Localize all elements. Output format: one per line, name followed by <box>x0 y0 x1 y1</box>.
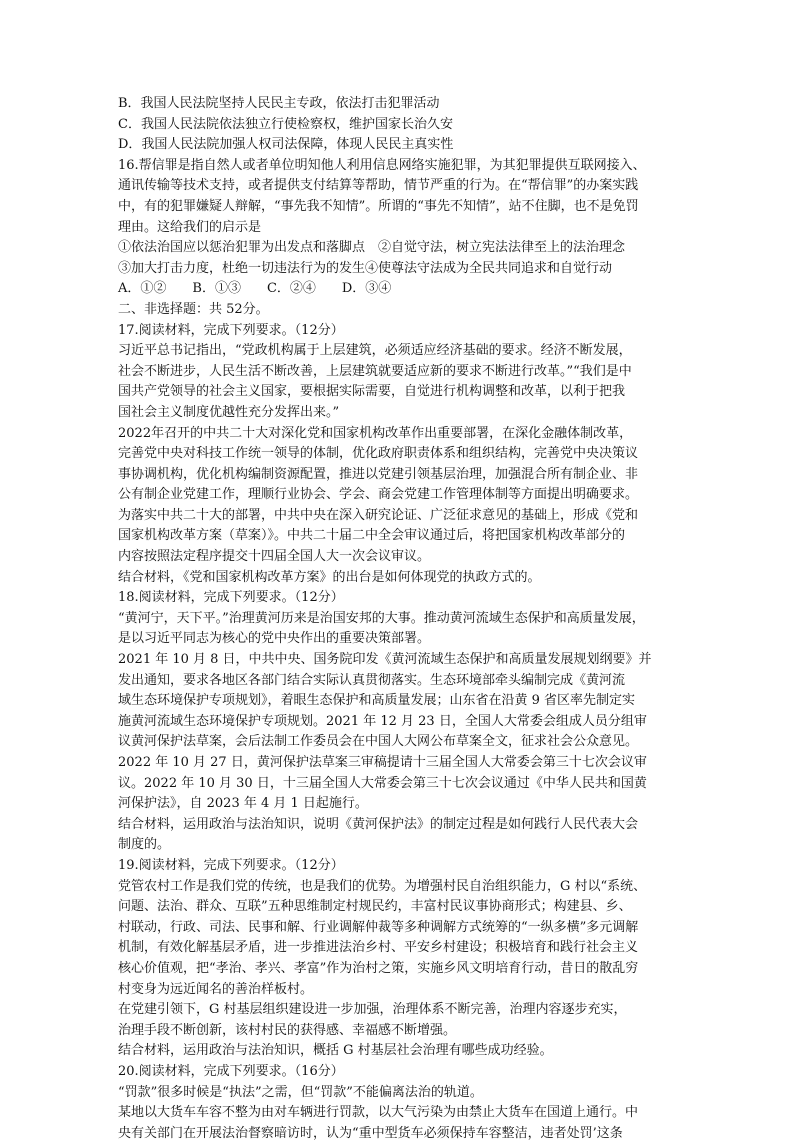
text-line: D．我国人民法院加强人权司法保障，体现人民民主真实性 <box>118 137 454 153</box>
text-line: 机制，有效化解基层矛盾，进一步推进法治乡村、平安乡村建设；积极培育和践行社会主义 <box>118 940 639 956</box>
text-line: 在党建引领下，G 村基层组织建设进一步加强，治理体系不断完善，治理内容逐步充实， <box>118 1002 627 1018</box>
text-line: 2021 年 10 月 8 日，中共中央、国务院印发《黄河流域生态保护和高质量发展规划纲要》并 <box>118 652 652 668</box>
text-line: 习近平总书记指出，“党政机构属于上层建筑，必须适应经济基础的要求。经济不断发展， <box>118 343 632 359</box>
text-line: 村变身为远近闻名的善治样板村。 <box>118 981 314 997</box>
text-line: 问题、法治、群众、互联”五种思维制定村规民约，丰富村民议事协商形式；构建县、乡、 <box>118 899 632 915</box>
text-line: 制度的。 <box>118 837 171 853</box>
text-line: 国共产党领导的社会主义国家，要根据实际需要，自觉进行机构调整和改革，以利于把我 <box>118 384 626 400</box>
text-line: 发出通知，要求各地区各部门结合实际认真贯彻落实。生态环境部牵头编制完成《黄河流 <box>118 672 626 688</box>
text-line: B．我国人民法院坚持人民民主专政，依法打击犯罪活动 <box>118 96 440 111</box>
text-line: 中，有的犯罪嫌疑人辩解，“事先我不知情”。所谓的“事先不知情”，站不住脚，也不是免罚 <box>118 198 639 214</box>
text-line: “黄河宁，天下平。”治理黄河历来是治国安邦的大事。推动黄河流域生态保护和高质量发展， <box>118 610 645 626</box>
text-line: 18.阅读材料，完成下列要求。（12分） <box>118 590 344 606</box>
text-line: 完善党中央对科技工作统一领导的体制，优化政府职责体系和组织结构，完善党中央决策议 <box>118 446 639 462</box>
text-line: 通讯传输等技术支持，或者提供支付结算等帮助，情节严重的行为。在“帮信罪”的办案实践 <box>118 178 639 194</box>
text-line: 结合材料，运用政治与法治知识，概括 G 村基层社会治理有哪些成功经验。 <box>118 1043 553 1059</box>
text-line: 域生态环境保护专项规划》，着眼生态保护和高质量发展；山东省在沿黄 9 省区率先制定实 <box>118 693 636 709</box>
text-line: 19.阅读材料，完成下列要求。（12分） <box>118 857 344 873</box>
text-line: 施黄河流域生态环境保护专项规划。2021 年 12 月 23 日，全国人大常委会组成人员分组审 <box>118 713 647 729</box>
document-page <box>118 94 674 1144</box>
text-line: 是以习近平同志为核心的党中央作出的重要决策部署。 <box>118 631 431 647</box>
text-line: 2022 年 10 月 27 日，黄河保护法草案三审稿提请十三届全国人大常委会第三十七次会议审 <box>118 755 647 770</box>
text-line: 为落实中共二十大的部署，中共中央在深入研究论证、广泛征求意见的基础上，形成《党和 <box>118 507 639 523</box>
text-line: 事协调机构，优化机构编制资源配置，推进以党建引领基层治理，加强混合所有制企业、非 <box>118 466 639 482</box>
text-line: 内容按照法定程序提交十四届全国人大一次会议审议。 <box>118 549 431 565</box>
text-line: 社会不断进步，人民生活不断改善，上层建筑就要适应新的要求不断进行改革。”“我们是中 <box>118 363 632 379</box>
text-line: 村联动，行政、司法、民事和解、行业调解仲裁等多种调解方式统筹的“一纵多横”多元调解 <box>118 919 639 935</box>
text-line: 议。2022 年 10 月 30 日，十三届全国人大常委会第三十七次会议通过《中华人民共和国黄 <box>118 775 647 791</box>
text-line: 公有制企业党建工作，理顺行业协会、学会、商会党建工作管理体制等方面提出明确要求。 <box>118 487 639 503</box>
text-line: 央有关部门在开展法治督察暗访时，认为“重中型货车必须保持车容整洁，违者处罚’这条 <box>118 1125 623 1141</box>
text-line: 治理手段不断创新，该村村民的获得感、幸福感不断增强。 <box>118 1022 457 1038</box>
text-line: 核心价值观，把“孝治、孝兴、孝富”作为治村之策，实施乡风文明培育行动，昔日的散乱穷 <box>118 960 639 976</box>
text-line: 议黄河保护法草案，会后法制工作委员会在中国人大网公布草案全文，征求社会公众意见。 <box>118 734 639 750</box>
text-line: 16.帮信罪是指自然人或者单位明知他人利用信息网络实施犯罪，为其犯罪提供互联网接入、 <box>118 157 646 173</box>
text-line: “罚款”很多时候是“执法”之需，但“罚款”不能偏离法治的轨道。 <box>118 1084 483 1100</box>
text-line: 国社会主义制度优越性充分发挥出来。” <box>118 404 340 420</box>
text-line: 2022年召开的中共二十大对深化党和国家机构改革作出重要部署，在深化金融体制改革， <box>118 425 633 441</box>
text-line: 某地以大货车车容不整为由对车辆进行罚款，以大气污染为由禁止大货车在国道上通行。中 <box>118 1105 639 1121</box>
text-line: 17.阅读材料，完成下列要求。（12分） <box>118 322 344 338</box>
text-line: 结合材料，《党和国家机构改革方案》的出台是如何体现党的执政方式的。 <box>118 569 541 585</box>
text-line: 二、非选择题：共 52分。 <box>118 301 269 317</box>
text-line: ③加大打击力度，杜绝一切违法行为的发生④使尊法守法成为全民共同追求和自觉行动 <box>118 260 613 276</box>
text-line: A．①② B．①③ C．②④ D．③④ <box>118 281 392 297</box>
text-line: 20.阅读材料，完成下列要求。（16分） <box>118 1063 344 1079</box>
text-line: ①依法治国应以惩治犯罪为出发点和落脚点 ②自觉守法，树立宪法法律至上的法治理念 <box>118 240 626 256</box>
text-line: C．我国人民法院依法独立行使检察权，维护国家长治久安 <box>118 116 453 132</box>
text-line: 党管农村工作是我们党的传统，也是我们的优势。为增强村民自治组织能力，G 村以“系统、 <box>118 878 647 894</box>
text-line: 国家机构改革方案（草案）》。中共二十届二中全会审议通过后，将把国家机构改革部分的 <box>118 528 626 544</box>
text-line: 河保护法》，自 2023 年 4 月 1 日起施行。 <box>118 796 368 812</box>
text-line: 理由。这给我们的启示是 <box>118 219 262 235</box>
text-line: 结合材料，运用政治与法治知识，说明《黄河保护法》的制定过程是如何践行人民代表大会 <box>118 816 639 832</box>
